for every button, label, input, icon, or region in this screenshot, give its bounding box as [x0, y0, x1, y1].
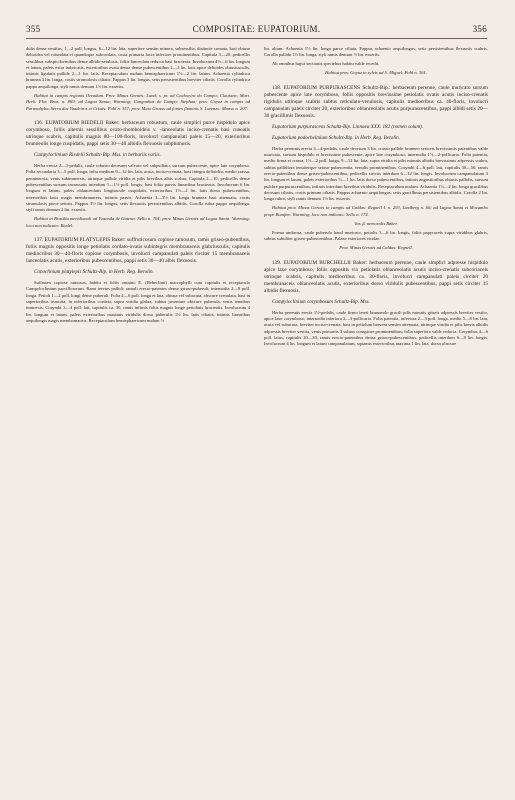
species-heading-137: 137. EUPATORIUM PLATYLEPIS Baker: suffruticosum copiose ramosum, ramis griseo-pubentibus, foliis magnis oppositis longe petiolatis cordato-ovatis subintegris membranaceis glabriusculis, capitulis mediocribus 30—40-floris copiose corymbosis, involucri campanulati paleis circiter 15 membranaceis lanceolatis acutis, exterioribus pubescentibus, pappi setis 30—40 albis flexuosis.: [26, 237, 250, 265]
synonym-line: Eupatorium purpurascens Schultz-Bip. Linnaea XXX. 182 (nomen solum).: [272, 123, 424, 130]
species-heading-139: 139. EUPATORIUM BURCHELLII Baker: herbaceum perenne, caule simplici adpresse hispidulo apice laxe corymboso, foliis oppositis vix petiolatis oblanceolatis acutis inciso-crenatis subcoriaceis utrinque scabris, capitulis mediocribus ca. 30-floris, involucri campanulati paleis circiter 20 membranaceis oblanceolatis acutis, exterioribus dorso viridulis pubescentibus, pappi setis circiter 15 albidis flexuosis.: [264, 259, 488, 294]
species-heading-138: 138. EUPATORIUM PURPURASCENS Schultz-Bip.: herbaceum perenne, caule muricato sursum pubescente apice late corymboso, foliis oppositis breviusime petiolatis ovatis acutis inciso-crenatis rigidulis utrinque scabris subtus reticulato-venulosis, capitulis mediocribus ca. 40-floris, involucri campanulati paleis circiter 20, exterioribus oblanceolatis acutis purpurascentibus, pappi albidi setis 20—30 gracillimis flexuosis.: [264, 84, 488, 119]
habitat-paragraph: Habitat prov. Minas Geraës in campis ad Caldas: Regnell I. n. 293, Lindberg n. 66; ad Lagoa Santa et Mocambo prope Bomfim: Warming; loco non indicato: Sello n. 174.: [264, 205, 488, 217]
description-paragraph: dulis dense vestitus, 1—2 poll. longus, 6—12 lin. lata, superiore sensim minora, subsessilia, distincte crenata, basi obtuse deltoidea vel rotundata et quandoque subcordata, costa primaria facie inferiore prominentibus. Capitula 3—20, pedicellis sessilibus subspiciformibus dense albido-setulosis, foliis lanceolata reducta basi bracteata. Involucrum 4½—6 lin. longum et latum, paleis extra imbricatis, exterioribus ovata dense dense pubescentibus 2—3 lin. latis apice deltoides obtusiusculis, intimis ligulatis pallide 2—1 lin. latis. Receptaculum nudum hemisphaericum 1½—2 lin. latum. Achaenia cylindrica brunnea 3 lin. longa, costis strumulosis ciliatis. Pappus 3 lin. longus, setis persistentibus breviter ciliatis. Corolla cylindrica pappo aequilonga, styli ramis demum 1½ lin. exsertis.: [26, 46, 250, 89]
running-header: [26, 24, 487, 39]
synonym-line: Conoclinium platylepis Schultz-Bip. in Herb. Reg. Berolin.: [34, 269, 154, 276]
remark-paragraph: Ab omnibus hujus sectionis speciebus habitu valde recedit.: [272, 61, 380, 67]
description-paragraph: Herba perennis erecta 3—4-pedalis, caule deorsum 3 lin. crasso pallide brunneo sericeis brevissimis patentibus valde muricato, sursum hispidulo et brevissime pubescente, apice late corymboso; internodia 1½—2-pollicaria. Folia patentia, medio firma et crassa, 1½—2 poll. longa, 9—12 lin. lata, supra viridia et pilis minutis albidis brevissimis adpressis scabra, subtus pallidiora tenuiterque setoso-pubescentia, venulis prominentibus. Corymbi 4—6 poll. lati, capitulis 30—50, ramis erecto-patentibus dense griseo-pubescentibus, pedicellis strictis interdum 6—12 lin. longis. Involucrum campanulatum 3 lin. longum et latum, paleis exterioribus ½—1 lin. latis dorso pubescentibus, intimis angustioribus obtusis pallidis, sursum pulchre purpurascentibus, infimis interdum brevibus viridulis. Receptaculum nudum. Achaenia 1½—2 lin. longa gracilibus deorsum ciliatis, costis primum ciliatis. Pappus achaenio aequilongus, setis gracillimis persistentibus albidis. Corolla 2 lin. longa rubra, styli ramis demum 1½ lin. exsertis.: [264, 145, 488, 202]
habitat-paragraph: Prov. Minas Geraës ad Caldas: Regnell.: [339, 245, 413, 251]
description-paragraph: Suffrutex copiose ramosus, habitu et foliis omnino E. (Hebeclinii) macrophylli cum capitulis et receptaculo Campyloclinium parviflororum. Rami teretes pallidi; ramuli erecto-patentes dense griseo-puberuli; internodia 2—8 poll. longa. Petioli 1—2 poll. longi dense puberuli. Folia 4—6 poll. longa et lata, obtusa vel subacuta, obscure crenulata, basi in superioribus truncata, in inferioribus cordata, supra viridia glabra, subtus juventute obscure puberula, venis tenuibus immersis. Corymbi 3—4 poll. lati, capitulis ca. 30, ramis infimis foliis magnis longe petiolatis bracteatis. Involucrum 4 lin. longum et latum, paleis exterioribus maximis viridulis dorso puberulis 1½ lin. latis ciliatis, intimis linearibus aequilongis magis membranaceis. Receptaculum hemisphaericum nudum ½: [26, 280, 250, 323]
description-paragraph: Herba erecta 2—3-pedalis, caule robusto deorsum valvato vel subpsiliato, sursum pubescente, apice late corymboso. Folia secundaria 3—5 poll. longa, infra medium 9—12 lin. lata, acuta, inciso-crenata, basi integra deltoidea, medio crassa, penninervia, venis subimmersis, utrinque pallide viridia et pilis brevibus albis scabra. Capitula 2—10, pedicellis dense pubescentibus sursum incrassatis interdum 1—1½ poll. longis, basi foliis parvis linearibus bracteatis. Involucrum 6 lin. longum et latum, paleis oblanceolatis longiuscule cuspidatis, exterioribus 1½—2 lin. latis dorso pubescentibus, interioribus laxis magis membranaceis, intimis parvis. Achaenia 3—3½ lin. longa brunnea basi attenuata, costis strumulosis parce setosis. Pappus 3½ lin. longus, setis flexuosis persistentibus albidis. Corolla rubra pappo aequilonga, styli ramis demum 2 lin. exsertis.: [26, 163, 250, 213]
synonym-line: Campyloclinium Riedelii Schultz-Bip. Mss. in herbariis variis.: [34, 152, 161, 159]
page-number-left: 355: [26, 24, 41, 34]
synonym-line: Eupatorium podocheimium Schultz-Bip. in Herb. Reg. Berolin.: [272, 134, 400, 141]
running-title: COMPOSITAE: EUPATORIUM.: [192, 24, 321, 34]
species-heading-136: 136. EUPATORIUM RIEDELII Baker: herbaceum robustum, caule simplici purce hispidulo apice corymboso, foliis alternis sessilibus ovato-rhomboideis v. -lanceolatis inciso-crenatis basi cuneatis utrinque scabris, capitulis magnis 80—100-floris, involucri campanulati paleis 15—20, exterioribus brunneolis longe cuspidatis, pappi setis 30—40 albidis flexuosis subplumosis.: [26, 119, 250, 148]
right-column: [264, 46, 488, 781]
variety-description: Forma umbrosa, caule puberulo haud muricato, petiolis 3—6 lin. longis, foliis papyraceis supra viridibus glabris, subtus subtiliter griseo-pubescentibus. Paleae exteriores viridae.: [264, 229, 488, 242]
variety-line: Var. β. nemoralis Baker.: [354, 221, 398, 226]
page-number-right: 356: [472, 24, 487, 34]
description-paragraph: Herba perennis erecta 1½-pedalis, caule firmo tereti brunneolo gracili pilis minutis griseis adpressis breviter vestito, apice laxe corymboso; internodia inferiora 2—3-pollicaria. Folia patentia, inferiora 2—3 poll. longa, medio 5—8 lin. lata, acuta vel subacuta, breviter inciso-crenata, basi in petiolum brevem sensim attenuata, utrinque viridia et pilis brevis albidis adpressis breviter vestita, venis primariis 3 subtus conspicue prominentibus; folia superiora valde reducta. Corymbus 4—6 poll. latus, capitulis 20—30, ramis erecto-patentibus dense griseo-pubescentibus, pedicellis interdum 6—9 lin. longis. Involucrum 4 lin. longum et latum campanulatum, squamis exterioribus maxima 1 lin. lata, dorso obscure: [264, 309, 488, 347]
habitat-paragraph: Habitat prov. Goyaz in sylvis ad S. Miguel: Pohl n. 361.: [325, 70, 427, 76]
habitat-paragraph: Habitat in Brasilia meridionali ad Fazenda de Gutena: Sello n. 704; prov. Minas Geraës ad Lagoa Santa: Warming; loco non indicato: Riedel.: [26, 216, 250, 228]
synonym-line: Campyloclinium corymbosum Schultz-Bip. Mss.: [272, 298, 370, 305]
left-column: [26, 46, 250, 781]
description-paragraph: lin. altum. Achaenia 1½ lin. longa parce ciliata. Pappus achaenio aequilongus, setis persistentibus flexuosis scabris. Corolla pallida 1½ lin. longa, styli ramis demum ½ lin. exsertis.: [264, 46, 488, 58]
habitat-paragraph: Habitat in campis regionis Oreadum. Prov. Minas Geraës: Lund; s. pr. ad Cachoeira do Campo; Claussen; Mart. Herb. Flor. Bras. n. 869; ad Lagoa Santa; Warming; Congonhas do Campo: Stephan; prov. Goyaz in campis ad Paranahyba, Serra dos Vaadeiros et Crixás: Pohl n. 357; prov. Mato Grosso ad fontes fluminis S. Lorenzo: Manso n. 207.: [26, 93, 250, 111]
